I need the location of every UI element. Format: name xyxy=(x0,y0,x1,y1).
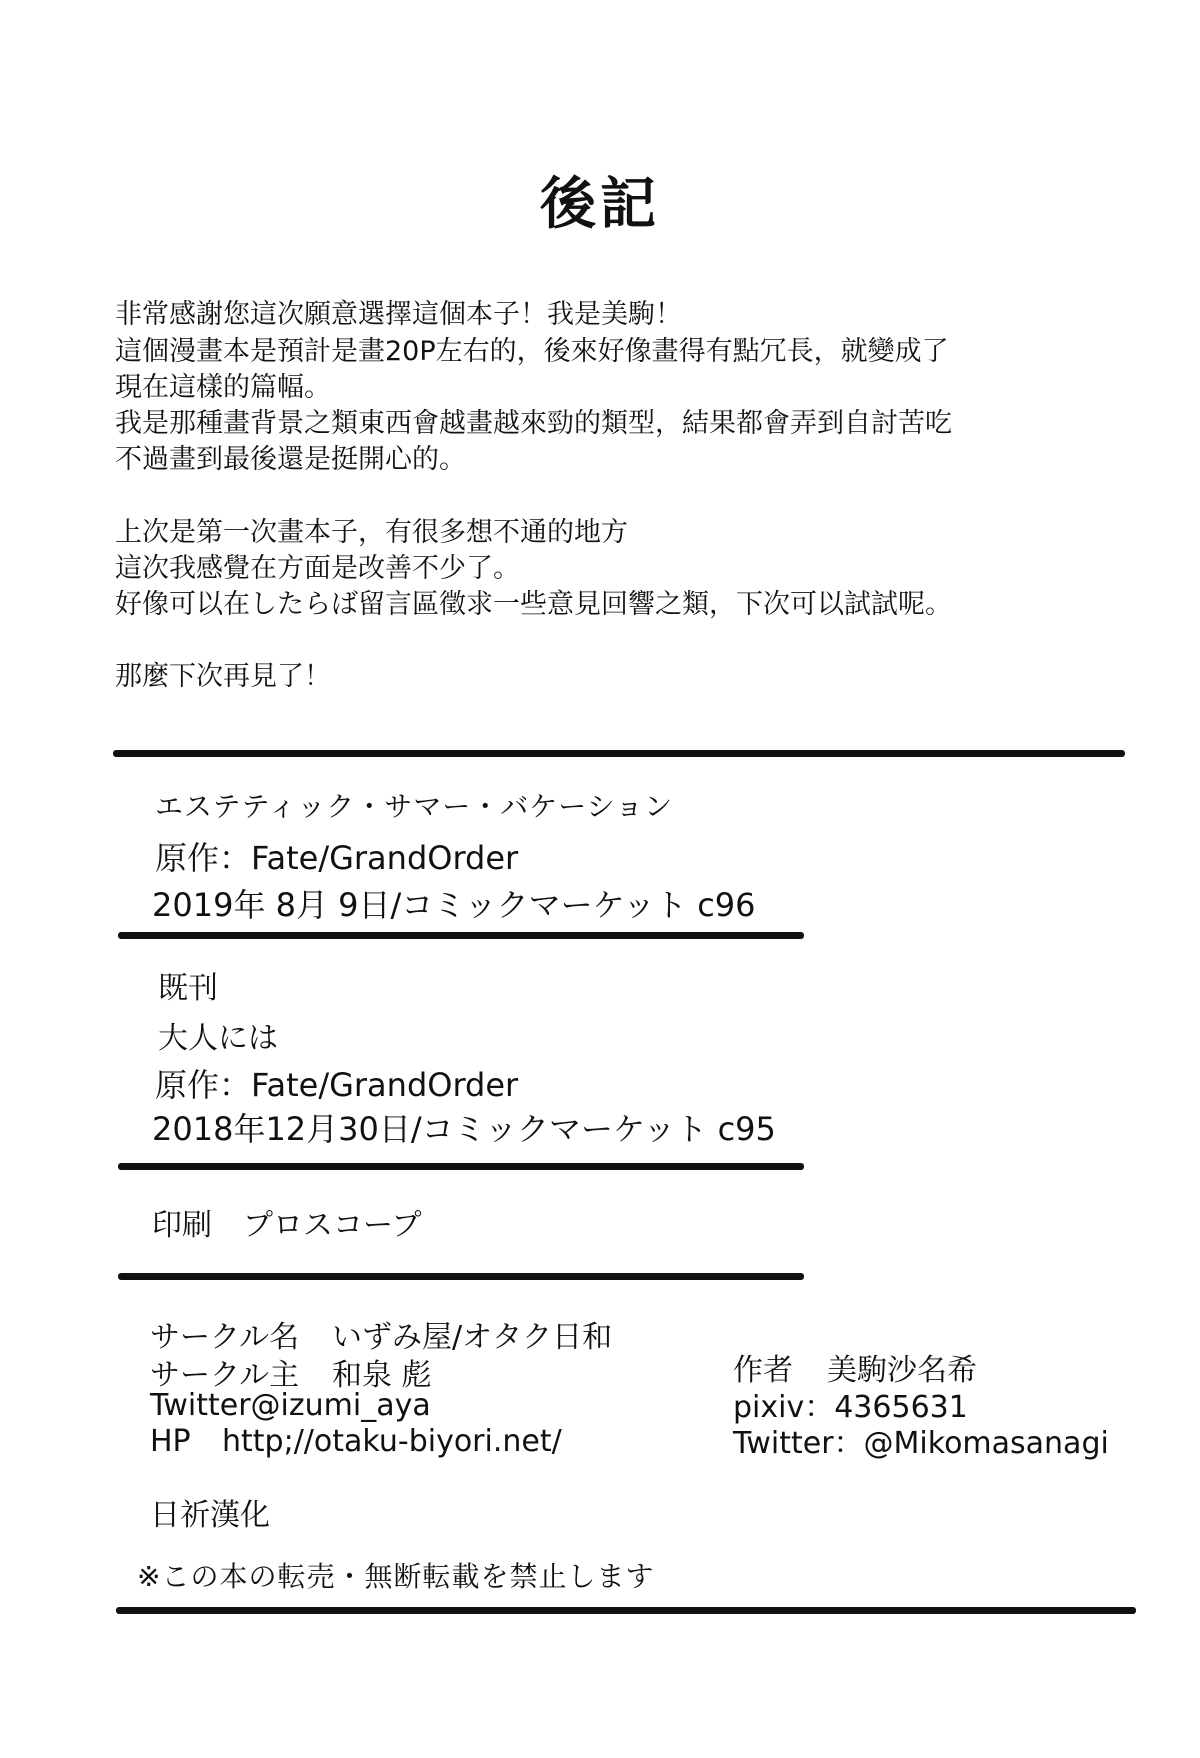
afterword-line: 現在這樣的篇幅。 xyxy=(115,372,331,403)
afterword-line: 我是那種畫背景之類東西會越畫越來勁的類型，結果都會弄到自討苦吃 xyxy=(115,408,952,439)
divider xyxy=(113,750,1125,757)
author-name: 美駒沙名希 xyxy=(827,1353,977,1388)
previous-work-title: 大人には xyxy=(158,1021,278,1056)
divider xyxy=(118,1273,804,1280)
translator-credit: 日祈漢化 xyxy=(150,1498,270,1533)
page-title: 後記 xyxy=(540,172,660,237)
afterword-line: 這次我感覺在方面是改善不少了。 xyxy=(115,553,520,584)
afterword-line: 不過畫到最後還是挺開心的。 xyxy=(115,444,466,475)
printer-name: プロスコープ xyxy=(243,1208,422,1243)
copyright-notice: ※この本の転売・無断転載を禁止します xyxy=(137,1560,655,1593)
divider xyxy=(118,932,804,939)
afterword-line: 那麼下次再見了！ xyxy=(115,661,331,692)
work-title: エステティック・サマー・バケーション xyxy=(155,790,674,823)
previous-works-heading: 既刊 xyxy=(158,971,218,1006)
circle-hp-link[interactable]: http;//otaku-biyori.net/ xyxy=(222,1424,562,1459)
circle-name-value: いずみ屋/オタク日和 xyxy=(332,1320,613,1355)
printing-label: 印刷 xyxy=(152,1208,212,1243)
author-pixiv: pixiv：4365631 xyxy=(733,1390,968,1425)
circle-owner-value: 和泉 彪 xyxy=(332,1358,432,1393)
previous-work-original: 原作：Fate/GrandOrder xyxy=(155,1066,519,1104)
author-twitter: Twitter：@Mikomasanagi xyxy=(733,1426,1109,1461)
divider xyxy=(118,1163,804,1170)
afterword-line: 這個漫畫本是預計是畫20P左右的，後來好像畫得有點冗長，就變成了 xyxy=(115,336,949,367)
afterword-line: 上次是第一次畫本子，有很多想不通的地方 xyxy=(115,517,628,548)
circle-owner-label: サークル主 xyxy=(150,1358,300,1393)
work-date-event: 2019年 8月 9日/コミックマーケット c96 xyxy=(152,886,756,924)
afterword-line: 好像可以在したらば留言區徵求一些意見回響之類，下次可以試試呢。 xyxy=(115,589,952,620)
circle-twitter: Twitter@izumi_aya xyxy=(150,1388,431,1423)
previous-work-date-event: 2018年12月30日/コミックマーケット c95 xyxy=(152,1110,776,1148)
work-original: 原作：Fate/GrandOrder xyxy=(155,839,519,877)
author-label: 作者 xyxy=(733,1353,793,1388)
circle-name-label: サークル名 xyxy=(150,1320,300,1355)
circle-hp-label: HP xyxy=(150,1424,191,1459)
afterword-line: 非常感謝您這次願意選擇這個本子！我是美駒！ xyxy=(115,299,682,330)
divider xyxy=(116,1607,1136,1614)
